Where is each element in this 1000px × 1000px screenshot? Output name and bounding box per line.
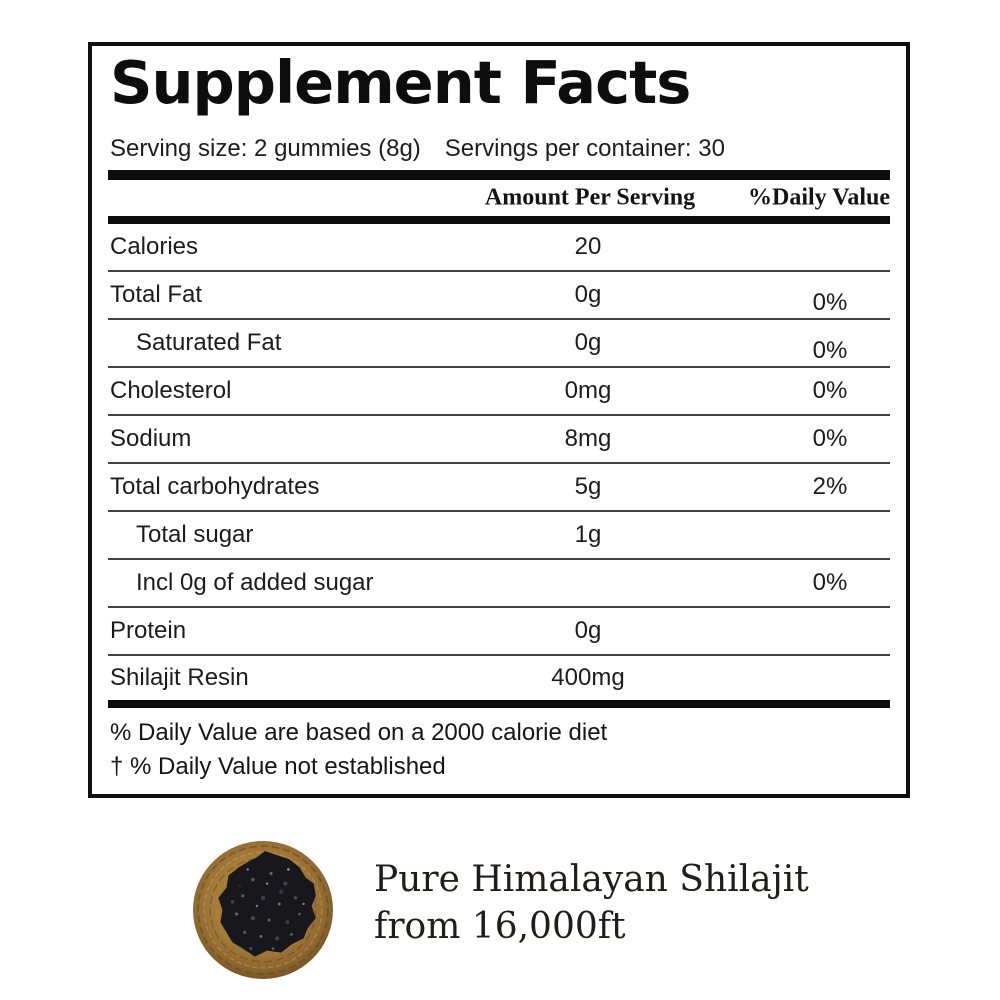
nutrient-amount: 1g [574,521,602,548]
nutrient-label: Cholesterol [110,377,232,404]
nutrient-label: Saturated Fat [136,329,282,356]
footnote-not-established: † % Daily Value not established [110,753,446,780]
column-header-amount: Amount Per Serving [484,184,696,211]
nutrient-amount: 20 [574,233,602,260]
facts-row [108,368,890,416]
servings-per-container-text: Servings per container: 30 [444,135,725,162]
supplement-facts-panel [88,42,910,798]
facts-row [108,656,890,700]
nutrient-label: Total Fat [110,281,203,308]
nutrient-label: Sodium [110,425,192,452]
nutrient-amount: 0g [574,281,602,308]
facts-row [108,608,890,656]
nutrient-label: Incl 0g of added sugar [136,569,374,596]
serving-info [110,134,890,164]
divider-below-header [108,216,890,224]
shilajit-bowl-image [192,839,334,981]
footnote-daily-value-basis: % Daily Value are based on a 2000 calorie diet [110,719,608,746]
panel-title: Supplement Facts [110,48,691,117]
brand-strip [0,836,1000,986]
nutrient-amount: 400mg [551,664,625,691]
column-header-row [108,180,890,216]
facts-row [108,512,890,560]
nutrient-label: Shilajit Resin [110,664,249,691]
caption-line-1: Pure Himalayan Shilajit [374,859,809,900]
divider-above-footnotes [108,700,890,708]
nutrient-daily-value: 0% [812,569,848,596]
nutrient-daily-value: 0% [812,377,848,404]
facts-row [108,224,890,272]
nutrient-label: Calories [110,233,199,260]
nutrient-daily-value: 2% [812,473,848,500]
nutrient-amount: 8mg [564,425,612,452]
nutrient-daily-value: 0% [812,425,848,452]
footnotes [110,716,890,784]
nutrient-daily-value: 0% [812,289,848,316]
facts-row [108,560,890,608]
nutrient-label: Total carbohydrates [110,473,320,500]
facts-row [108,464,890,512]
caption-line-2: from 16,000ft [374,906,626,947]
nutrient-amount: 5g [574,473,602,500]
facts-row [108,416,890,464]
nutrient-amount: 0mg [564,377,612,404]
nutrient-amount: 0g [574,329,602,356]
column-header-daily-value: %Daily Value [747,184,891,211]
nutrient-label: Total sugar [136,521,254,548]
facts-row [108,272,890,320]
nutrient-label: Protein [110,617,187,644]
facts-rows [108,224,890,700]
divider-thick-top [108,170,890,180]
nutrient-daily-value: 0% [812,337,848,364]
serving-size-text: Serving size: 2 gummies (8g) [110,135,421,162]
product-caption [374,856,809,950]
nutrient-amount: 0g [574,617,602,644]
facts-row [108,320,890,368]
